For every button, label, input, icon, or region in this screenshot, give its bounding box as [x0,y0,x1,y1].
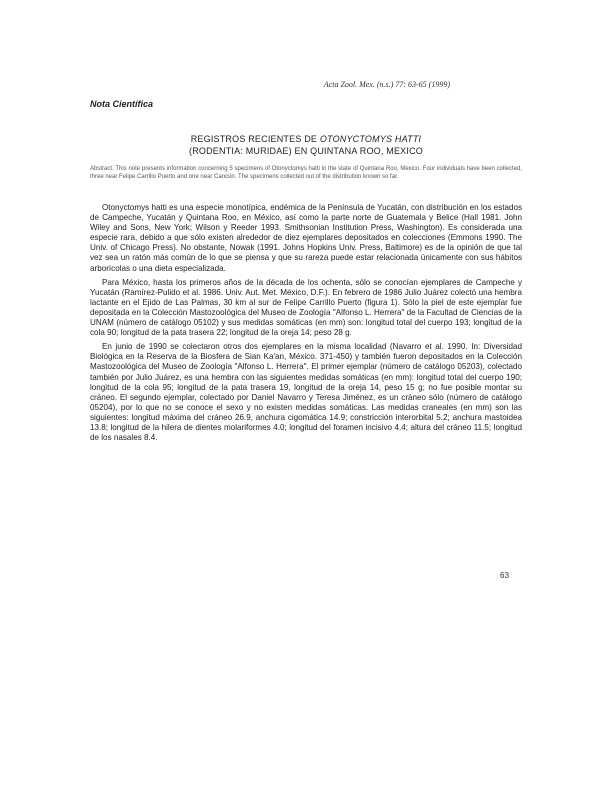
title-prefix: REGISTROS RECIENTES DE [190,134,320,144]
article-title [90,133,522,157]
article-body [90,203,522,447]
section-label: Nota Científica [90,99,154,109]
abstract: Abstract. This note presents information concerning 5 specimens of Otonyctomys hatti in the state of Quintana Roo, Mexico. Four individuals have been collected, three near Felipe Carrillo Puerto and one near Cancún. The specimens collected out of the distribution known so far. [90,166,522,180]
paragraph-1: Otonyctomys hatti es una especie monotípica, endémica de la Península de Yucatán, con distribución en los estados de Campeche, Yucatán y Quintana Roo, en México, así como la parte norte de Guatemala y Belice (Hall 1981. John Wiley and Sons, New York; Wilson y Reeder 1993. Smithsonian Institution Press, Washington). Es considerada una especie rara, debido a que sólo existen alrededor de diez ejemplares depositados en colecciones (Emmons 1990. The Univ. of Chicago Press). No obstante, Nowak (1991. Johns Hopkins Univ. Press, Baltimore) es de la opinión de que tal vez sea un ratón más común de lo que se piensa y que su rareza puede estar relacionada únicamente con sus hábitos arborícolas o una dieta especializada. [90,203,522,273]
title-genus: OTONYCTOMYS HATTI [319,134,422,144]
paragraph-3: En junio de 1990 se colectaron otros dos ejemplares en la misma localidad (Navarro et al. 1990. In: Diversidad Biológica en la Reserva de la Biosfera de Sian Ka'an, México. 371-450) y también fueron depositados en la Colección Mastozoológica del Museo de Zoología "Alfonso L. Herrera". El primer ejemplar (número de catálogo 05203), colectado también por Julio Juárez, es una hembra con las siguientes medidas somáticas (en mm): longitud total del cuerpo 190; longitud de la cola 95; longitud de la pata trasera 19, longitud de la oreja 14, peso 15 g; no fue posible montar su cráneo. El segundo ejemplar, colectado por Daniel Navarro y Teresa Jiménez, es un cráneo sólo (número de catálogo 05204), por lo que no se conoce el sexo y no existen medidas somáticas. Las medidas craneales (en mm) son las siguientes: longitud máxima del cráneo 26.9, anchura cigomática 14.9; constricción interorbital 5.2; anchura mastoidea 13.8; longitud de la hilera de dientes molariformes 4.0; longitud del foramen incisivo 4.4; altura del cráneo 11.5; longitud de los nasales 8.4. [90,342,522,443]
paragraph-2: Para México, hasta los primeros años de la década de los ochenta, sólo se conocían ejemplares de Campeche y Yucatán (Ramírez-Pulido et al. 1986. Univ. Aut. Met. México, D.F.). En febrero de 1986 Julio Juárez colectó una hembra lactante en el Ejido de Las Palmas, 30 km al sur de Felipe Carrillo Puerto (figura 1). Sólo la piel de este ejemplar fue depositada en la Colección Mastozoológica del Museo de Zoología "Alfonso L. Herrera" de la Facultad de Ciencias de la UNAM (número de catálogo 05102) y sus medidas somáticas (en mm) son: longitud total del cuerpo 193; longitud de la cola 90; longitud de la pata trasera 22; longitud de la oreja 14; peso 28 g. [90,277,522,338]
page-number: 63 [500,571,509,580]
title-line-1 [90,133,522,145]
journal-reference: Acta Zool. Mex. (n.s.) 77: 63-65 (1999) [323,80,450,89]
title-line-2: (RODENTIA: MURIDAE) EN QUINTANA ROO, MEXICO [189,146,423,156]
